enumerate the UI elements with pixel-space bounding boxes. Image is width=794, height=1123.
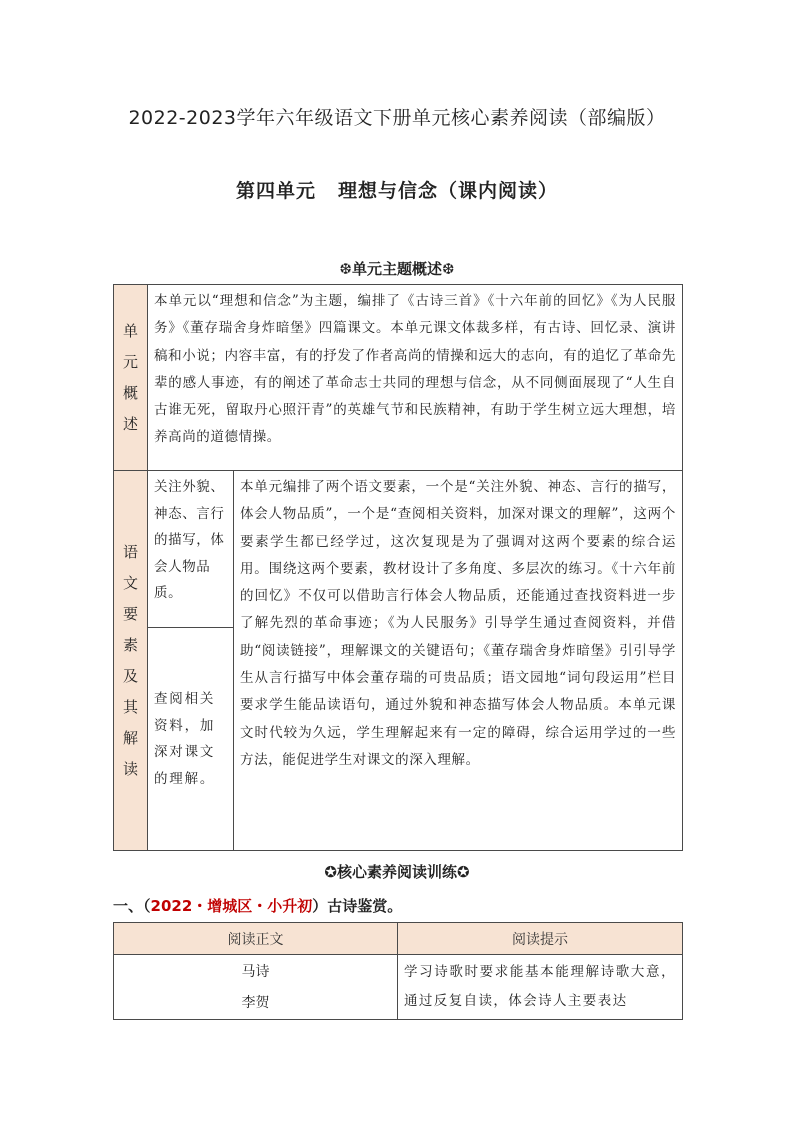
overview-heading: ❆单元主题概述❆ bbox=[339, 260, 455, 278]
label-char: 素 bbox=[122, 635, 138, 654]
elements-row-1 bbox=[114, 471, 683, 628]
question-prompt: ）古诗鉴赏。 bbox=[312, 897, 403, 915]
reading-table-row bbox=[114, 955, 683, 1020]
question-1 bbox=[113, 895, 402, 916]
label-char: 读 bbox=[122, 759, 138, 778]
question-number: 一、（ bbox=[113, 897, 151, 915]
element-1-text: 关注外貌、神态、言行的描写，体会人物品质。 bbox=[148, 471, 234, 628]
training-heading: ✪核心素养阅读训练✪ bbox=[324, 863, 470, 881]
unit-overview-table bbox=[113, 284, 683, 851]
label-char: 元 bbox=[122, 352, 138, 371]
overview-text: 本单元以“理想和信念”为主题，编排了《古诗三首》《十六年前的回忆》《为人民服务》《董存瑞舍身炸暗堡》四篇课文。本单元课文体裁多样，有古诗、回忆录、演讲稿和小说；内容丰富，有的抒发了作者高尚的情操和远大的志向，有的追忆了革命先辈的感人事迹，有的阐述了革命志士共同的理想与信念，从不同侧面展现了“人生自古谁无死，留取丹心照汗青”的英雄气节和民族精神，有助于学生树立远大理想，培养高尚的道德情操。 bbox=[148, 285, 683, 471]
label-char: 其 bbox=[122, 697, 138, 716]
poem-title: 马诗 bbox=[241, 964, 270, 980]
reading-hint: 学习诗歌时要求能基本能理解诗歌大意，通过反复自读，体会诗人主要表达 bbox=[398, 955, 683, 1020]
label-char: 语 bbox=[122, 542, 138, 561]
label-char: 解 bbox=[122, 728, 138, 747]
label-char: 述 bbox=[122, 414, 138, 433]
question-source: 2022・增城区・小升初 bbox=[150, 897, 313, 915]
label-char: 概 bbox=[122, 383, 138, 402]
unit-topic: 理想与信念（课内阅读） bbox=[338, 180, 559, 202]
label-char: 及 bbox=[122, 666, 138, 685]
overview-label bbox=[114, 285, 148, 471]
elements-label bbox=[114, 471, 148, 851]
poem-cell bbox=[114, 955, 398, 1020]
poem-author: 李贺 bbox=[241, 995, 270, 1011]
unit-name: 第四单元 bbox=[235, 180, 316, 202]
reading-table bbox=[113, 922, 683, 1020]
column-header-text: 阅读正文 bbox=[114, 923, 398, 955]
element-2-text: 查阅相关资料，加深对课文的理解。 bbox=[148, 628, 234, 851]
document-title: 2022-2023学年六年级语文下册单元核心素养阅读（部编版） bbox=[128, 107, 666, 129]
label-char: 要 bbox=[122, 604, 138, 623]
unit-title bbox=[0, 176, 794, 203]
label-char: 文 bbox=[122, 573, 138, 592]
label-char: 单 bbox=[122, 321, 138, 340]
overview-row bbox=[114, 285, 683, 471]
reading-table-header bbox=[114, 923, 683, 955]
column-header-hint: 阅读提示 bbox=[398, 923, 683, 955]
elements-interpretation: 本单元编排了两个语文要素，一个是“关注外貌、神态、言行的描写，体会人物品质”，一个是“查阅相关资料，加深对课文的理解”，这两个要素学生都已经学过，这次复现是为了强调对这两个要素的综合运用。围绕这两个要素，教材设计了多角度、多层次的练习。《十六年前的回忆》不仅可以借助言行体会人物品质，还能通过查找资料进一步了解先烈的革命事迹；《为人民服务》引导学生通过查阅资料，并借助“阅读链接”，理解课文的关键语句；《董存瑞舍身炸暗堡》引引导学生从言行描写中体会董存瑞的可贵品质；语文园地“词句段运用”栏目要求学生能品读语句，通过外貌和神态描写体会人物品质。本单元课文时代较为久远，学生理解起来有一定的障碍，综合运用学过的一些方法，能促进学生对课文的深入理解。 bbox=[234, 471, 683, 851]
